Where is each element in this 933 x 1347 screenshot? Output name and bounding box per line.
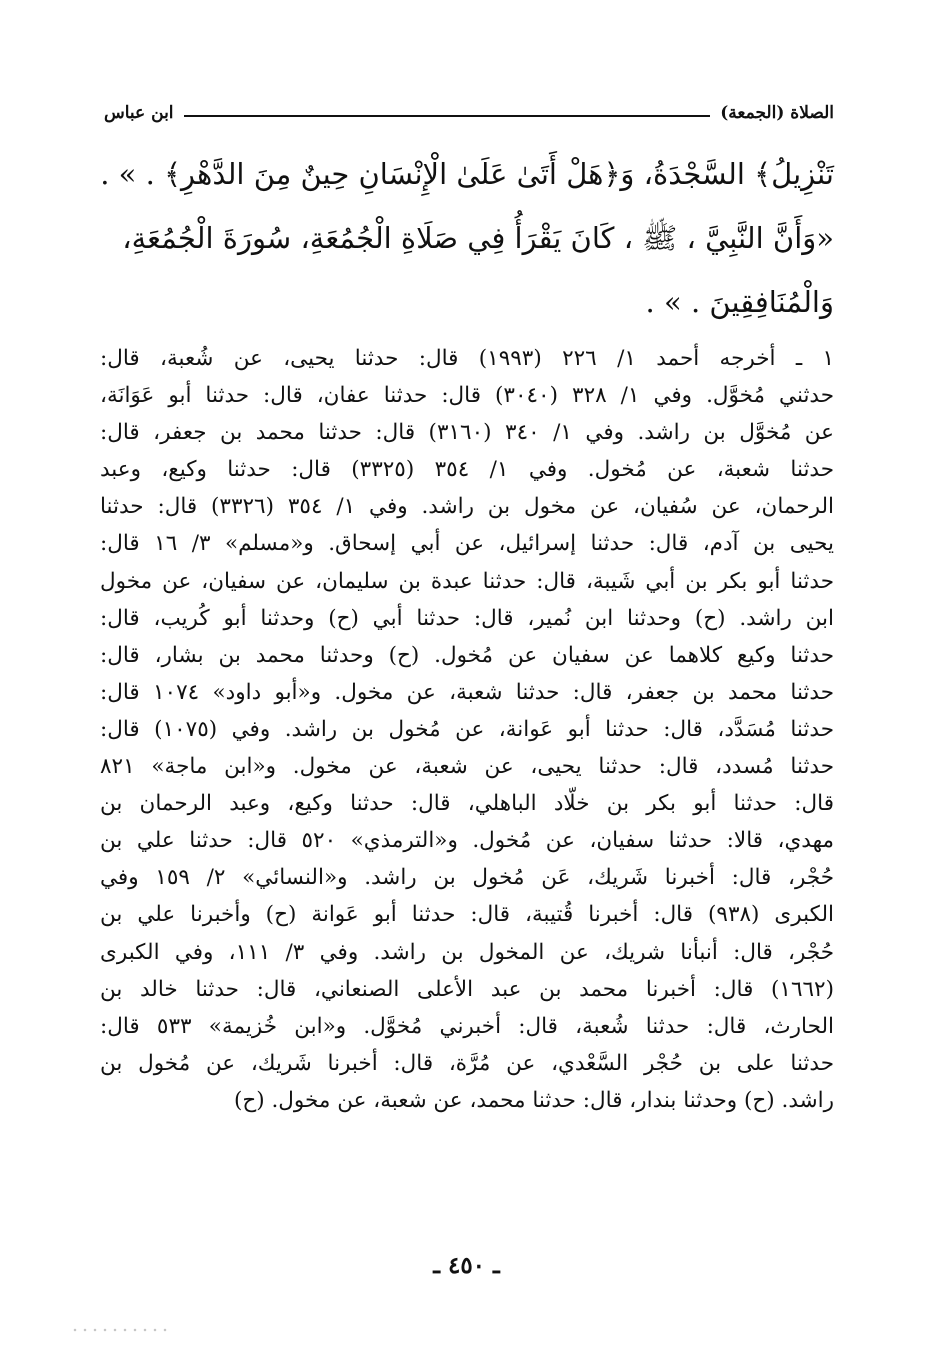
footnote-line: حُجْر، قال: أنبأنا شريك، عن المخول بن راشد. وفي ٣/ ١١١، وفي الكبرى	[100, 939, 835, 965]
footnote-line: الحارث، قال: حدثنا شُعبة، قال: أخبرني مُخوَّل. و«ابن خُزيمة» ٥٣٣ قال:	[100, 1013, 834, 1039]
hadith-line: «وَأَنَّ النَّبِيَّ ، ﷺ ، كَانَ يَقْرَأُ فِي صَلَاةِ الْجُمُعَةِ، سُورَةَ الْجُمُعَةِ،	[122, 221, 834, 255]
footnote-line: قال: حدثنا أبو بكر بن خلّاد الباهلي، قال: حدثنا وكيع، وعبد الرحمان بن	[100, 791, 834, 817]
footnote-line: راشد. (ح) وحدثنا بندار، قال: حدثنا محمد، عن شعبة، عن مخول. (ح)	[233, 1087, 834, 1113]
footnote-line: حدثنا محمد بن جعفر، قال: حدثنا شعبة، عن مخول. و«أبو داود» ١٠٧٤ قال:	[100, 679, 834, 705]
footnote-line: يحيى بن آدم، قال: حدثنا إسرائيل، عن أبي إسحاق. و«مسلم» ٣/ ١٦ قال:	[100, 531, 835, 557]
footnote-line: (١٦٦٢) قال: أخبرنا محمد بن عبد الأعلى الصنعاني، قال: حدثنا خالد بن	[100, 976, 834, 1002]
header-chapter-title: الصلاة (الجمعة)	[720, 103, 834, 123]
footnote-line: حدثنا مُسدد، قال: حدثنا يحيى، عن شعبة، عن مخول. و«ابن ماجة» ٨٢١	[100, 754, 834, 780]
footnote-line: حدثنا على بن حُجْر السَّعْدي، عن مُرَّة، قال: أخبرنا شَريك، عن مُخول بن	[100, 1050, 834, 1076]
hadith-line: وَالْمُنَافِقِينَ . » .	[645, 285, 834, 319]
footnote-line: عن مُخوَّل بن راشد. وفي ١/ ٣٤٠ (٣١٦٠) قال: حدثنا محمد بن جعفر، قال:	[100, 420, 834, 446]
footnote-line: حدثنا وكيع كلاهما عن سفيان عن مُخول. (ح) وحدثنا محمد بن بشار، قال:	[100, 642, 834, 668]
header-section-title: ابن عباس	[104, 103, 174, 123]
scan-artifact	[70, 1328, 170, 1332]
footnote-line: الرحمان، عن سُفيان، عن مخول بن راشد. وفي ١/ ٣٥٤ (٣٣٢٦) قال: حدثنا	[100, 494, 834, 520]
footnotes	[100, 340, 834, 1119]
footnote-line: حدثنا أبو بكر بن أبي شَيبة، قال: حدثنا عبدة بن سليمان، عن سفيان، عن مخول	[100, 568, 834, 594]
footnote-line: ١ ـ أخرجه أحمد ١/ ٢٢٦ (١٩٩٣) قال: حدثنا يحيى، عن شُعبة، قال:	[100, 346, 835, 371]
footnote-line: الكبرى (٩٣٨) قال: أخبرنا قُتيبة، قال: حدثنا أبو عَوانة (ح) وأخبرنا علي بن	[100, 902, 834, 928]
footnote-line: ابن راشد. (ح) وحدثنا ابن نُمير، قال: حدثنا أبي (ح) وحدثنا أبو كُريب، قال:	[100, 605, 834, 631]
footnote-line: مهدي، قالا: حدثنا سفيان، عن مُخول. و«الترمذي» ٥٢٠ قال: حدثنا علي بن	[100, 828, 834, 854]
footnote-line: حدثنا شعبة، عن مُخول. وفي ١/ ٣٥٤ (٣٣٢٥) قال: حدثنا وكيع، وعبد	[100, 457, 835, 483]
footnote-line: حُجْر، قال: أخبرنا شَريك، عَن مُخول بن راشد. و«النسائي» ٢/ ١٥٩ وفي	[100, 865, 834, 891]
footnote-line: حدثنا مُسَدَّد، قال: حدثنا أبو عَوانة، عن مُخول بن راشد. وفي (١٠٧٥) قال:	[100, 716, 834, 742]
footnote-line: حدثني مُخوَّل. وفي ١/ ٣٢٨ (٣٠٤٠) قال: حدثنا عفان، قال: حدثنا أبو عَوَانَة،	[100, 383, 834, 409]
page-number: ـ ٤٥٠ ـ	[433, 1252, 500, 1279]
hadith-text	[100, 142, 834, 334]
header-rule	[184, 115, 711, 117]
running-header	[104, 98, 834, 128]
hadith-line: تَنْزِيلُ﴾ السَّجْدَةُ، وَ﴿هَلْ أَتَىٰ عَلَىٰ الْإِنْسَانِ حِينٌ مِنَ الدَّهْرِ﴾ . » .	[100, 157, 834, 191]
